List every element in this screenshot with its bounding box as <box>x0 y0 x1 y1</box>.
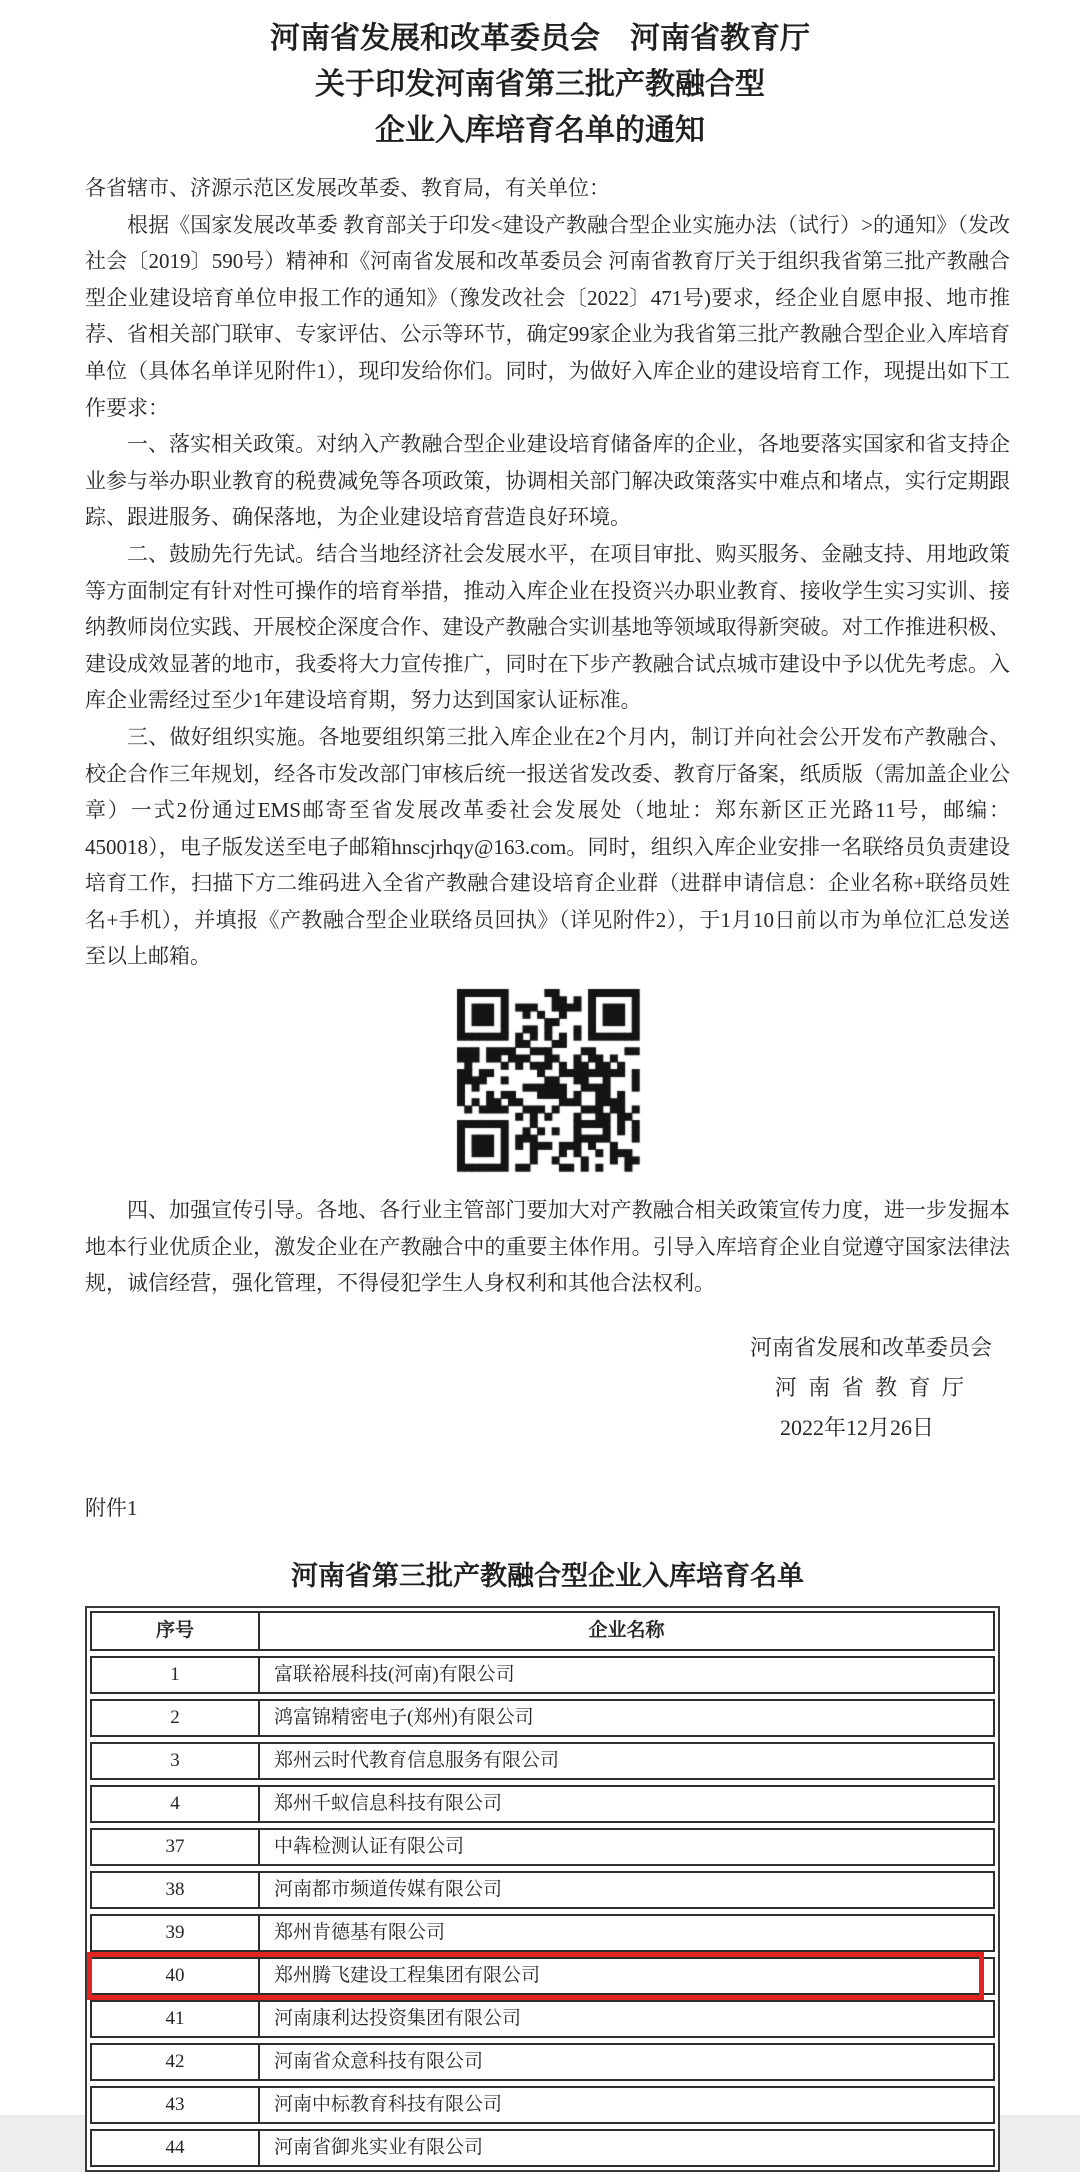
table-body <box>90 1656 995 2167</box>
table-row <box>90 1785 995 1823</box>
row-number-cell: 41 <box>92 2002 260 2036</box>
row-number-cell: 43 <box>92 2088 260 2122</box>
qr-code <box>453 985 643 1175</box>
row-number-cell: 37 <box>92 1830 260 1864</box>
paragraph-item-2: 二、鼓励先行先试。结合当地经济社会发展水平，在项目审批、购买服务、金融支持、用地政策等方面制定有针对性可操作的培育举措，推动入库企业在投资兴办职业教育、接收学生实习实训、接纳教师岗位实践、开展校企深度合作、建设产教融合实训基地等领域取得新突破。对工作推进积极、建设成效显著的地市，我委将大力宣传推广，同时在下步产教融合试点城市建设中予以优先考虑。入库企业需经过至少1年建设培育期，努力达到国家认证标准。 <box>85 541 1010 713</box>
paragraph-item-3: 三、做好组织实施。各地要组织第三批入库企业在2个月内，制订并向社会公开发布产教融合、校企合作三年规划，经各市发改部门审核后统一报送省发改委、教育厅备案，纸质版（需加盖企业公章）一式2份通过EMS邮寄至省发展改革委社会发展处（地址：郑东新区正光路11号，邮编：450018），电子版发送至电子邮箱hnscjrhqy@163.com。同时，组织入库企业安排一名联络员负责建设培育工作，扫描下方二维码进入全省产教融合建设培育企业群（进群申请信息：企业名称+联络员姓名+手机），并填报《产教融合型企业联络员回执》（详见附件2），于1月10日前以市为单位汇总发送至以上邮箱。 <box>85 724 1010 969</box>
qr-code-container <box>85 985 1010 1180</box>
company-name-cell: 河南中标教育科技有限公司 <box>274 2093 503 2115</box>
table-row <box>90 1656 995 1694</box>
table-row <box>90 2000 995 2038</box>
table-row <box>90 1871 995 1909</box>
table-row <box>90 1742 995 1780</box>
title-line-1: 河南省发展和改革委员会 河南省教育厅 <box>270 22 810 55</box>
row-number-cell: 44 <box>92 2131 260 2165</box>
company-name-cell: 郑州肯德基有限公司 <box>274 1921 446 1943</box>
row-number-cell: 4 <box>92 1787 260 1821</box>
table-row <box>90 1957 995 1995</box>
row-number-cell: 42 <box>92 2045 260 2079</box>
table-row <box>90 1914 995 1952</box>
signature-date: 2022年12月26日 <box>779 1414 934 1440</box>
document-title <box>70 16 1010 154</box>
company-name-cell: 河南省御兆实业有限公司 <box>274 2136 484 2158</box>
row-number-cell: 39 <box>92 1916 260 1950</box>
table-title: 河南省第三批产教融合型企业入库培育名单 <box>291 1560 804 1591</box>
company-name-cell: 中犇检测认证有限公司 <box>274 1835 465 1857</box>
signature-block <box>85 1328 1010 1448</box>
signature-issuer-1: 河南省发展和改革委员会 <box>749 1334 992 1360</box>
header-cell-name: 企业名称 <box>588 1619 665 1641</box>
company-name-cell: 富联裕展科技(河南)有限公司 <box>274 1663 515 1685</box>
salutation: 各省辖市、济源示范区发展改革委、教育局，有关单位： <box>85 176 610 200</box>
paragraph-item-4: 四、加强宣传引导。各地、各行业主管部门要加大对产教融合相关政策宣传力度，进一步发掘本地本行业优质企业，激发企业在产教融合中的重要主体作用。引导入库培育企业自觉遵守国家法律法规，诚信经营，强化管理，不得侵犯学生人身权利和其他合法权利。 <box>85 1198 1010 1296</box>
row-number-cell: 38 <box>92 1873 260 1907</box>
company-name-cell: 河南康利达投资集团有限公司 <box>274 2007 522 2029</box>
row-number-cell: 40 <box>92 1959 260 1993</box>
company-name-cell: 郑州云时代教育信息服务有限公司 <box>274 1749 560 1771</box>
table-row <box>90 1699 995 1737</box>
company-name-cell: 河南都市频道传媒有限公司 <box>274 1878 503 1900</box>
table-row <box>90 2043 995 2081</box>
paragraph-basis: 根据《国家发展改革委 教育部关于印发<建设产教融合型企业实施办法（试行）>的通知》（发改社会〔2019〕590号）精神和《河南省发展和改革委员会 河南省教育厅关于组织我省第三批产教融合型企业建设培育单位申报工作的通知》（豫发改社会〔2022〕471号)要求，经企业自愿申报、地市推荐、省相关部门联审、专家评估、公示等环节，确定99家企业为我省第三批产教融合型企业入库培育单位（具体名单详见附件1），现印发给你们。同时，为做好入库企业的建设培育工作，现提出如下工作要求： <box>85 212 1010 420</box>
row-number-cell: 3 <box>92 1744 260 1778</box>
row-number-cell: 2 <box>92 1701 260 1735</box>
company-name-cell: 郑州千蚁信息科技有限公司 <box>274 1792 503 1814</box>
title-line-2: 关于印发河南省第三批产教融合型 <box>315 68 765 101</box>
company-name-cell: 鸿富锦精密电子(郑州)有限公司 <box>274 1706 534 1728</box>
company-name-cell: 郑州腾飞建设工程集团有限公司 <box>274 1964 541 1986</box>
table-header-row <box>90 1611 995 1651</box>
attachment-label: 附件1 <box>85 1495 138 1520</box>
paragraph-item-1: 一、落实相关政策。对纳入产教融合型企业建设培育储备库的企业，各地要落实国家和省支持企业参与举办职业教育的税费减免等各项政策，协调相关部门解决政策落实中难点和堵点，实行定期跟踪、跟进服务、确保落地，为企业建设培育营造良好环境。 <box>85 432 1010 530</box>
title-line-3: 企业入库培育名单的通知 <box>375 114 705 147</box>
table-row <box>90 2086 995 2124</box>
row-number-cell: 1 <box>92 1658 260 1692</box>
table-row <box>90 2129 995 2167</box>
table-row <box>90 1828 995 1866</box>
company-name-cell: 河南省众意科技有限公司 <box>274 2050 484 2072</box>
signature-issuer-2: 河南省教育厅 <box>774 1374 976 1400</box>
company-table <box>85 1606 1000 2172</box>
header-cell-no: 序号 <box>92 1613 260 1649</box>
